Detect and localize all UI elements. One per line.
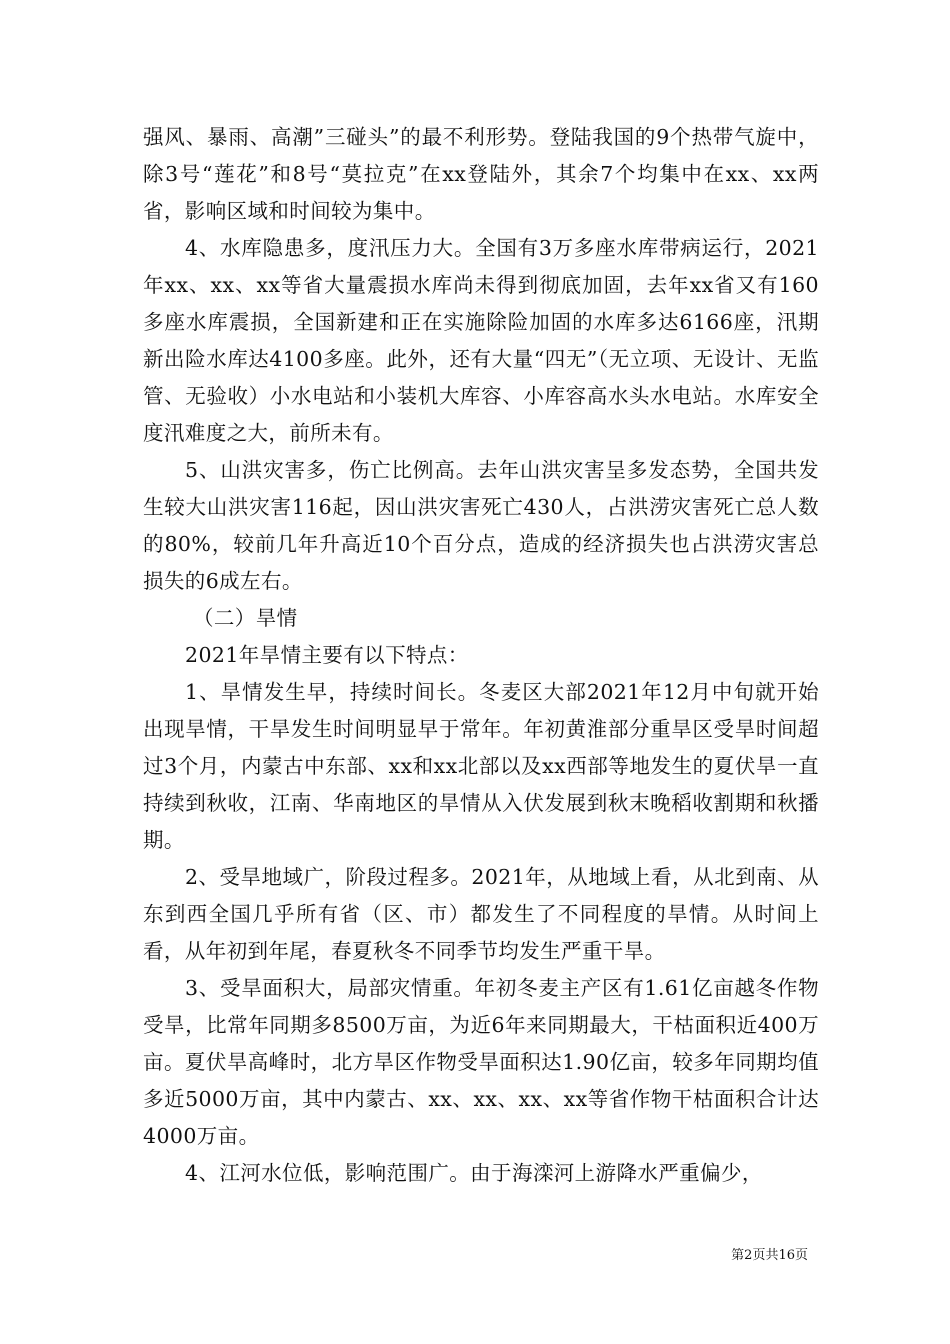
page-number-footer: 第2页共16页	[731, 1248, 808, 1263]
paragraph-6: 1、旱情发生早，持续时间长。冬麦区大部2021年12月中旬就开始出现旱情，干旱发生时间明显早于常年。年初黄淮部分重旱区受旱时间超过3个月，内蒙古中东部、xx和xx北部以及xx西部等地发生的夏伏旱一直持续到秋收，江南、华南地区的旱情从入伏发展到秋末晚稻收割期和秋播期。	[143, 680, 819, 852]
paragraph-9: 4、江河水位低，影响范围广。由于海滦河上游降水严重偏少，	[185, 1161, 763, 1185]
paragraph-1: 强风、暴雨、高潮”三碰头”的最不利形势。登陆我国的9个热带气旋中，除3号“莲花”和8号“莫拉克”在xx登陆外，其余7个均集中在xx、xx两省，影响区域和时间较为集中。	[143, 125, 819, 223]
section-heading: （二）旱情	[193, 606, 298, 630]
paragraph-5: 2021年旱情主要有以下特点：	[185, 643, 469, 667]
paragraph-3: 5、山洪灾害多，伤亡比例高。去年山洪灾害呈多发态势，全国共发生较大山洪灾害116起，因山洪灾害死亡430人，占洪涝灾害死亡总人数的80%，较前几年升高近10个百分点，造成的经济损失也占洪涝灾害总损失的6成左右。	[143, 458, 819, 593]
paragraph-7: 2、受旱地域广，阶段过程多。2021年，从地域上看，从北到南、从东到西全国几乎所有省（区、市）都发生了不同程度的旱情。从时间上看，从年初到年尾，春夏秋冬不同季节均发生严重干旱。	[143, 865, 819, 963]
paragraph-8: 3、受旱面积大，局部灾情重。年初冬麦主产区有1.61亿亩越冬作物受旱，比常年同期多8500万亩，为近6年来同期最大，干枯面积近400万亩。夏伏旱高峰时，北方旱区作物受旱面积达1.90亿亩，较多年同期均值多近5000万亩，其中内蒙古、xx、xx、xx、xx等省作物干枯面积合计达4000万亩。	[143, 976, 819, 1148]
document-body	[143, 119, 819, 1192]
paragraph-2: 4、水库隐患多，度汛压力大。全国有3万多座水库带病运行，2021年xx、xx、xx等省大量震损水库尚未得到彻底加固，去年xx省又有160多座水库震损，全国新建和正在实施除险加固的水库多达6166座，汛期新出险水库达4100多座。此外，还有大量“四无”（无立项、无设计、无监管、无验收）小水电站和小装机大库容、小库容高水头水电站。水库安全度汛难度之大，前所未有。	[143, 236, 819, 445]
